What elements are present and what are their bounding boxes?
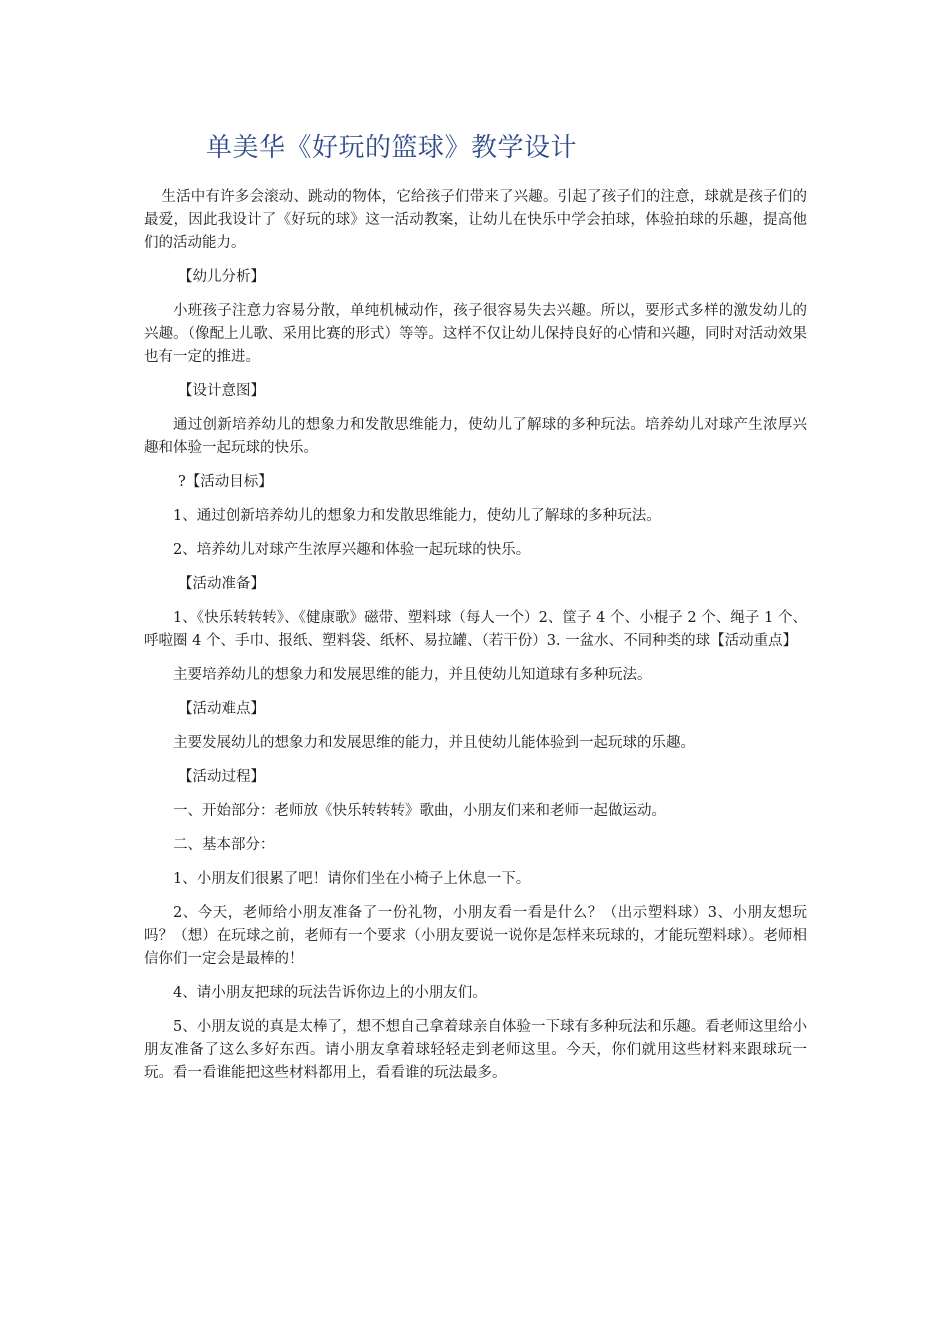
document-body (144, 186, 807, 1096)
step-4: 4、请小朋友把球的玩法告诉你边上的小朋友们。 (173, 985, 487, 1001)
goal-item-1: 1、通过创新培养幼儿的想象力和发散思维能力，使幼儿了解球的多种玩法。 (173, 508, 661, 524)
process-part-1: 一、开始部分：老师放《快乐转转转》歌曲，小朋友们来和老师一起做运动。 (173, 803, 666, 819)
intent-heading: 【设计意图】 (178, 383, 265, 399)
step-2: 2、今天，老师给小朋友准备了一份礼物，小朋友看一看是什么？（出示塑料球）3、小朋友想玩吗？（想）在玩球之前，老师有一个要求（小朋友要说一说你是怎样来玩球的，才能玩塑料球）。老师相信你们一定会是最棒的！ (144, 905, 807, 967)
process-heading: 【活动过程】 (178, 769, 265, 785)
document-title: 单美华《好玩的篮球》教学设计 (206, 133, 578, 163)
prep-heading: 【活动准备】 (178, 576, 265, 592)
goals-heading: ?【活动目标】 (178, 474, 273, 490)
goal-item-2: 2、培养幼儿对球产生浓厚兴趣和体验一起玩球的快乐。 (173, 542, 531, 558)
intent-paragraph: 通过创新培养幼儿的想象力和发散思维能力，使幼儿了解球的多种玩法。培养幼儿对球产生浓厚兴趣和体验一起玩球的快乐。 (144, 417, 807, 456)
process-part-2: 二、基本部分： (173, 837, 275, 853)
step-5: 5、小朋友说的真是太棒了，想不想自己拿着球亲自体验一下球有多种玩法和乐趣。看老师这里给小朋友准备了这么多好东西。请小朋友拿着球轻轻走到老师这里。今天，你们就用这些材料来跟球玩一玩。看一看谁能把这些材料都用上，看看谁的玩法最多。 (144, 1019, 807, 1081)
focus-paragraph: 主要培养幼儿的想象力和发展思维的能力，并且使幼儿知道球有多种玩法。 (173, 667, 652, 683)
prep-paragraph: 1、《快乐转转转》、《健康歌》磁带、塑料球（每人一个）2、筐子 4 个、小棍子 2 个、绳子 1 个、呼啦圈 4 个、手巾、报纸、塑料袋、纸杯、易拉罐、（若干份）3. 一盆水、不同种类的球【活动重点】 (144, 610, 807, 649)
difficulty-heading: 【活动难点】 (178, 701, 265, 717)
step-1: 1、小朋友们很累了吧！请你们坐在小椅子上休息一下。 (173, 871, 531, 887)
difficulty-paragraph: 主要发展幼儿的想象力和发展思维的能力，并且使幼儿能体验到一起玩球的乐趣。 (173, 735, 695, 751)
analysis-paragraph: 小班孩子注意力容易分散，单纯机械动作，孩子很容易失去兴趣。所以，要形式多样的激发幼儿的兴趣。（像配上儿歌、采用比赛的形式）等等。这样不仅让幼儿保持良好的心情和兴趣，同时对活动效果也有一定的推进。 (144, 303, 807, 365)
analysis-heading: 【幼儿分析】 (178, 269, 265, 285)
intro-paragraph: 生活中有许多会滚动、跳动的物体，它给孩子们带来了兴趣。引起了孩子们的注意，球就是孩子们的最爱，因此我设计了《好玩的球》这一活动教案，让幼儿在快乐中学会拍球，体验拍球的乐趣，提高他们的活动能力。 (144, 189, 807, 251)
